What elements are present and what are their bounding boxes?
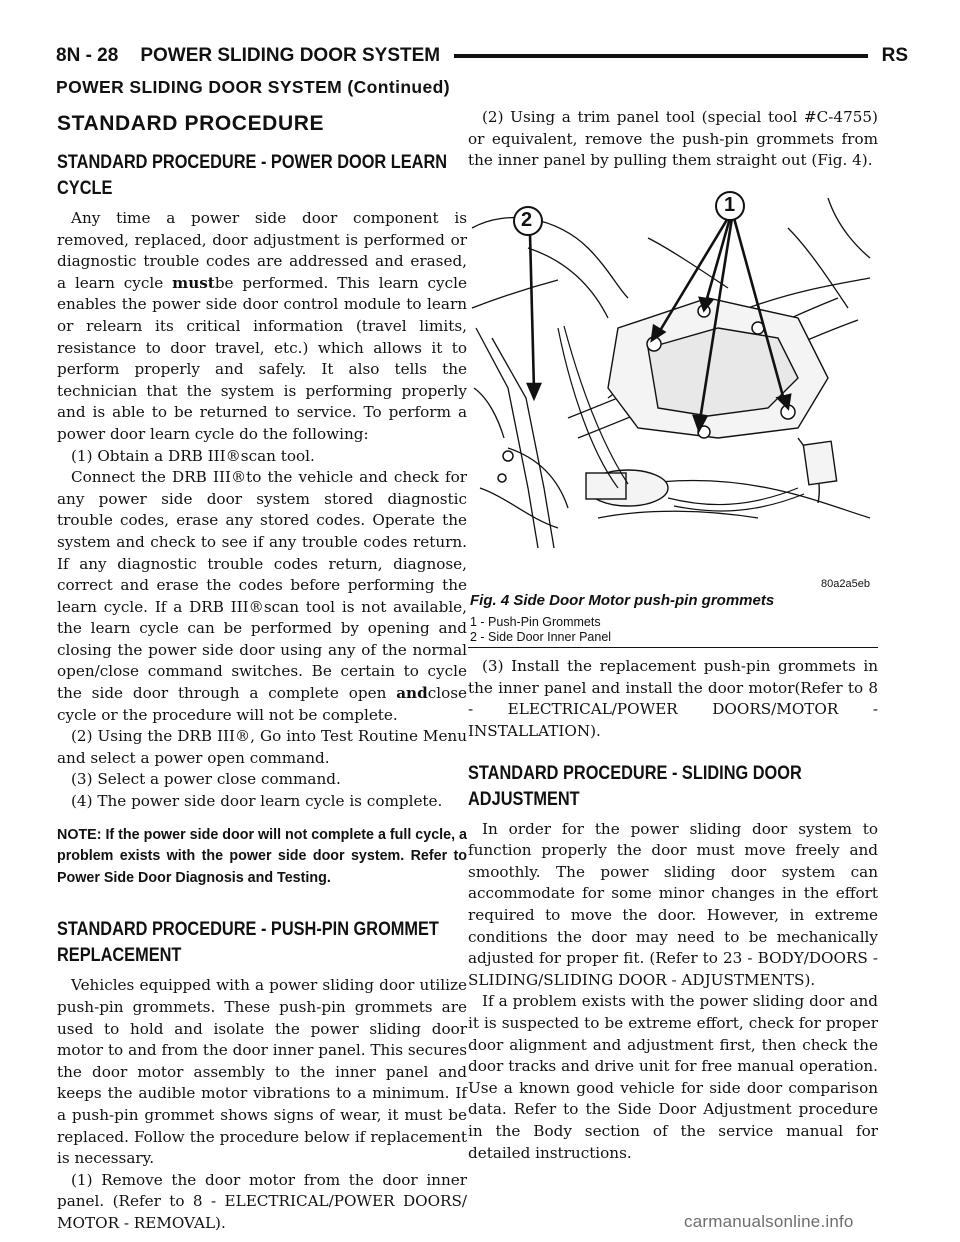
grommet-paragraph-1: Vehicles equipped with a power sliding door utilize push-pin grommets. These push-pin grommets are used to hold and isolate the power sliding door motor to and from the door inner panel. This secures the door motor assembly to the inner panel and keeps the audible motor vibrations to a minimum. If a push-pin grommet shows signs of wear, it must be replaced. Follow the procedure below if replacement is necessary. <box>57 976 467 1168</box>
page-header <box>56 44 908 68</box>
grommet-step-1: (1) Remove the door motor from the door inner panel. (Refer to 8 - ELECTRICAL/POWER DOORS/ MOTOR - REMOVAL). <box>57 1170 467 1232</box>
figure-caption: Fig. 4 Side Door Motor push-pin grommets <box>470 591 775 609</box>
learn-cycle-heading: STANDARD PROCEDURE - POWER DOOR LEARN CYCLE <box>57 152 448 199</box>
figure-legend <box>468 615 878 645</box>
grommet-step-3: (3) Install the replacement push-pin grommets in the inner panel and install the door motor(Refer to 8 - ELECTRICAL/POWER DOORS/MOTOR - INSTALLATION). <box>468 657 878 741</box>
legend-item: 2 - Side Door Inner Panel <box>470 629 612 644</box>
learn-cycle-paragraph-1: Any time a power side door component is removed, replaced, door adjustment is performed or diagnostic trouble codes are addressed and erased, a learn cycle mustbe performed. This learn cycle enables the power side door control module to learn or relearn its critical information (travel limits, resistance to door travel, etc.) which allows it to perform properly and safely. It also tells the technician that the system is performing properly and is able to be returned to service. To perform a power door learn cycle do the following: <box>57 209 467 443</box>
adjustment-paragraph-2: If a problem exists with the power sliding door and it is suspected to be extreme effort, check for proper door alignment and adjustment first, then check the door tracks and drive unit for free manual operation. Use a known good vehicle for side door comparison data. Refer to the Side Door Adjustment procedure in the Body section of the service manual for detailed instructions. <box>468 992 878 1162</box>
adjustment-heading: STANDARD PROCEDURE - SLIDING DOOR ADJUSTMENT <box>468 762 802 810</box>
header-code: RS <box>881 45 908 66</box>
learn-cycle-paragraph-2: Connect the DRB III®to the vehicle and check for any power side door system stored diagnostic trouble codes, erase any stored codes. Operate the system and check to see if any trouble codes return. If any diagnostic trouble codes return, diagnose, correct and erase the codes before performing the learn cycle. If a DRB III®scan tool is not available, the learn cycle can be performed by opening and closing the power side door using any of the normal open/close command switches. Be certain to cycle the side door through a complete open andclose cycle or the procedure will not be complete. <box>57 468 467 724</box>
learn-cycle-step-1: (1) Obtain a DRB III®scan tool. <box>71 446 315 465</box>
figure-4 <box>468 188 878 592</box>
grommet-heading: STANDARD PROCEDURE - PUSH-PIN GROMMET REPLACEMENT <box>57 919 439 967</box>
page-number: 8N - 28 <box>56 45 119 66</box>
header-rule <box>454 54 867 58</box>
image-code: 80a2a5eb <box>821 577 870 590</box>
adjustment-paragraph-1: In order for the power sliding door system to function properly the door must move freely and smoothly. The power sliding door system can accommodate for some minor changes in the effort required to move the door. However, in extreme conditions the door may need to be mechanically adjusted for proper fit. (Refer to 23 - BODY/DOORS - SLIDING/SLIDING DOOR - ADJUSTMENTS). <box>468 819 878 989</box>
learn-cycle-step-3: (3) Select a power close command. <box>71 770 341 789</box>
learn-cycle-step-2: (2) Using the DRB III®, Go into Test Routine Menu and select a power open command. <box>57 727 467 767</box>
left-column <box>57 112 467 1235</box>
legend-item: 1 - Push-Pin Grommets <box>470 614 601 629</box>
callout-label-2: 2 <box>521 208 533 231</box>
door-motor-illustration <box>468 188 878 592</box>
callout-label-1: 1 <box>724 193 736 216</box>
learn-cycle-note: NOTE: If the power side door will not complete a full cycle, a problem exists with the power side door system. Refer to Power Side Door Diagnosis and Testing. <box>57 826 467 886</box>
right-column <box>468 107 878 1164</box>
grommet-step-2: (2) Using a trim panel tool (special tool #C-4755) or equivalent, remove the push-pin grommets from the inner panel by pulling them straight out (Fig. 4). <box>468 108 878 170</box>
continued-title: POWER SLIDING DOOR SYSTEM (Continued) <box>56 77 450 97</box>
watermark: carmanualsonline.info <box>684 1212 854 1231</box>
legend-rule <box>468 647 878 649</box>
learn-cycle-step-4: (4) The power side door learn cycle is complete. <box>71 792 443 811</box>
header-title: POWER SLIDING DOOR SYSTEM <box>140 45 441 66</box>
section-title: STANDARD PROCEDURE <box>57 112 325 135</box>
